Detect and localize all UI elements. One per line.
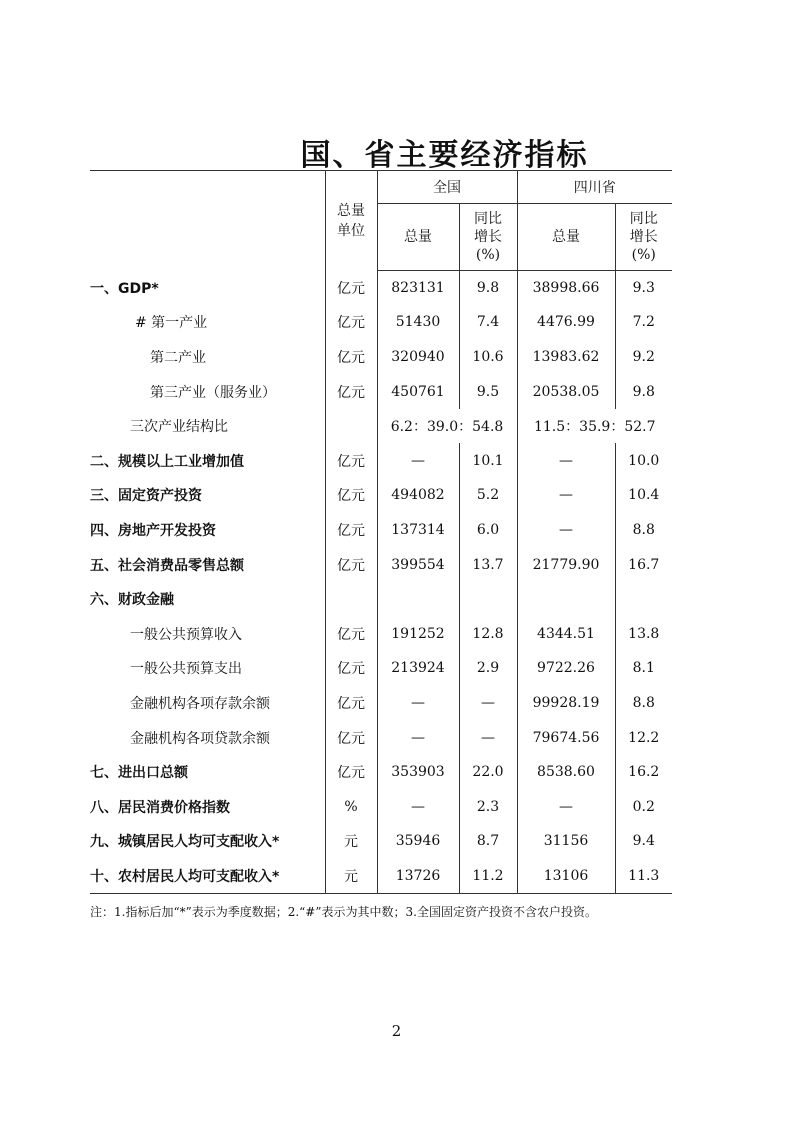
indicator-name: 一、GDP* xyxy=(90,280,159,297)
national-growth: 8.7 xyxy=(459,824,517,859)
sichuan-total: 21779.90 xyxy=(532,556,600,573)
sichuan-total: — xyxy=(559,487,573,504)
sichuan-growth: 8.8 xyxy=(615,686,672,721)
page-number: 2 xyxy=(391,1022,402,1040)
indicator-name: 金融机构各项存款余额 xyxy=(130,695,270,712)
unit-cell: 亿元 xyxy=(325,547,377,582)
national-growth: 5.2 xyxy=(459,478,517,513)
sichuan-total: 4476.99 xyxy=(537,314,595,331)
sichuan-growth: 8.1 xyxy=(615,651,672,686)
unit-cell: 亿元 xyxy=(325,720,377,755)
unit-cell: 亿元 xyxy=(325,374,377,409)
national-growth: — xyxy=(459,720,517,755)
unit-cell: 亿元 xyxy=(325,443,377,478)
national-total: 320940 xyxy=(391,348,445,365)
table-row xyxy=(90,651,672,686)
unit-cell xyxy=(325,409,377,444)
national-total: 35946 xyxy=(395,833,441,850)
table-row xyxy=(90,340,672,375)
table-row xyxy=(90,305,672,340)
unit-cell: % xyxy=(325,789,377,824)
table-row xyxy=(90,443,672,478)
sichuan-growth: 11.3 xyxy=(615,859,672,894)
sichuan-total: 99928.19 xyxy=(532,694,600,711)
unit-cell: 亿元 xyxy=(325,651,377,686)
national-total: — xyxy=(411,729,425,746)
indicator-name: 四、房地产开发投资 xyxy=(90,522,216,539)
national-total-header: 总量 xyxy=(377,204,459,271)
indicator-name: 九、城镇居民人均可支配收入* xyxy=(90,834,280,851)
sichuan-growth: 10.0 xyxy=(615,443,672,478)
unit-cell: 亿元 xyxy=(325,478,377,513)
sichuan-total: — xyxy=(559,521,573,538)
sichuan-total: 20538.05 xyxy=(532,383,600,400)
table-row xyxy=(90,720,672,755)
table-row xyxy=(90,789,672,824)
national-growth: 9.5 xyxy=(459,374,517,409)
unit-header xyxy=(325,171,377,271)
indicator-name: 六、财政金融 xyxy=(90,592,174,609)
national-total: 494082 xyxy=(391,487,445,504)
indicator-name: 十、农村居民人均可支配收入* xyxy=(90,859,325,894)
national-growth: 9.8 xyxy=(459,271,517,306)
unit-cell: 元 xyxy=(325,824,377,859)
sichuan-growth: 9.8 xyxy=(615,374,672,409)
national-growth: 22.0 xyxy=(459,755,517,790)
indicator-name: 七、进出口总额 xyxy=(90,765,188,782)
table-row xyxy=(90,374,672,409)
table-body xyxy=(90,271,672,894)
sichuan-total: 8538.60 xyxy=(537,764,595,781)
sichuan-total: 13106 xyxy=(517,859,615,894)
unit-cell: 亿元 xyxy=(325,686,377,721)
unit-cell xyxy=(325,582,377,617)
sichuan-total: 31156 xyxy=(543,833,589,850)
indicator-name: 三、固定资产投资 xyxy=(90,488,202,505)
national-total: — xyxy=(411,452,425,469)
page-title: 国、省主要经济指标 xyxy=(300,138,589,173)
indicator-name: # 第一产业 xyxy=(135,315,208,332)
national-total: 137314 xyxy=(391,521,445,538)
sichuan-growth-header: 同比 增长 (%) xyxy=(615,204,672,271)
sichuan-total: — xyxy=(559,798,573,815)
national-growth: 6.0 xyxy=(459,513,517,548)
unit-cell: 亿元 xyxy=(325,305,377,340)
national-total: 191252 xyxy=(391,625,445,642)
national-growth: 7.4 xyxy=(459,305,517,340)
table-row xyxy=(90,409,672,444)
sichuan-structure-ratio: 11.5：35.9：52.7 xyxy=(533,419,656,436)
national-total: 450761 xyxy=(391,383,445,400)
table-row xyxy=(90,271,672,306)
economic-indicators-table xyxy=(90,170,672,894)
national-growth: 10.6 xyxy=(459,340,517,375)
sichuan-growth: 16.2 xyxy=(615,755,672,790)
unit-cell: 亿元 xyxy=(325,513,377,548)
sichuan-growth: 10.4 xyxy=(615,478,672,513)
unit-cell: 亿元 xyxy=(325,755,377,790)
table-row xyxy=(90,582,672,617)
sichuan-total-header: 总量 xyxy=(517,204,615,271)
table-row xyxy=(90,755,672,790)
footnote: 注：1.指标后加“*”表示为季度数据；2.“#”表示为其中数；3.全国固定资产投资不含农户投资。 xyxy=(90,905,597,919)
unit-cell: 亿元 xyxy=(325,271,377,306)
sichuan-total: 9722.26 xyxy=(537,660,595,677)
indicator-name: 金融机构各项贷款余额 xyxy=(130,730,270,747)
indicator-name: 一般公共预算支出 xyxy=(130,661,242,678)
sichuan-growth: 7.2 xyxy=(615,305,672,340)
table-row xyxy=(90,686,672,721)
sichuan-total: 4344.51 xyxy=(537,625,595,642)
indicator-header xyxy=(90,171,325,271)
indicator-name: 五、社会消费品零售总额 xyxy=(90,557,244,574)
sichuan-growth: 0.2 xyxy=(615,789,672,824)
sichuan-group-header: 四川省 xyxy=(517,171,672,204)
national-total: 399554 xyxy=(391,556,445,573)
unit-cell: 亿元 xyxy=(325,340,377,375)
national-growth: 12.8 xyxy=(459,616,517,651)
national-total: 353903 xyxy=(391,764,445,781)
indicator-name: 第二产业 xyxy=(150,349,206,366)
table-row xyxy=(90,478,672,513)
sichuan-total: — xyxy=(559,452,573,469)
national-total: — xyxy=(411,694,425,711)
national-growth-header: 同比 增长 (%) xyxy=(459,204,517,271)
sichuan-growth: 8.8 xyxy=(615,513,672,548)
national-structure-ratio: 6.2：39.0：54.8 xyxy=(377,409,517,444)
table-row xyxy=(90,547,672,582)
sichuan-growth: 12.2 xyxy=(615,720,672,755)
national-total: 13726 xyxy=(377,859,459,894)
indicator-name: 第三产业（服务业） xyxy=(150,384,276,401)
unit-cell: 亿元 xyxy=(325,616,377,651)
national-growth: 2.9 xyxy=(459,651,517,686)
sichuan-total: 13983.62 xyxy=(532,348,600,365)
table-row xyxy=(90,513,672,548)
national-total: 823131 xyxy=(391,280,445,297)
sichuan-total xyxy=(517,582,615,617)
sichuan-growth: 16.7 xyxy=(615,547,672,582)
unit-cell: 元 xyxy=(325,859,377,894)
national-total: 51430 xyxy=(395,314,441,331)
indicator-name: 二、规模以上工业增加值 xyxy=(90,453,244,470)
table-row xyxy=(90,616,672,651)
sichuan-growth: 9.3 xyxy=(615,271,672,306)
national-group-header: 全国 xyxy=(377,171,517,204)
unit-header-label: 总量 单位 xyxy=(337,202,365,239)
national-growth: 10.1 xyxy=(459,443,517,478)
sichuan-growth: 9.2 xyxy=(615,340,672,375)
national-total: — xyxy=(411,798,425,815)
national-growth xyxy=(459,582,517,617)
sichuan-growth: 9.4 xyxy=(615,824,672,859)
sichuan-growth xyxy=(615,582,672,617)
sichuan-growth: 13.8 xyxy=(615,616,672,651)
national-growth: 2.3 xyxy=(459,789,517,824)
table-row xyxy=(90,859,672,894)
indicator-name: 八、居民消费价格指数 xyxy=(90,799,230,816)
sichuan-total: 38998.66 xyxy=(532,280,600,297)
national-total: 213924 xyxy=(391,660,445,677)
sichuan-total: 79674.56 xyxy=(532,729,600,746)
indicator-name: 一般公共预算收入 xyxy=(130,626,242,643)
indicator-name: 三次产业结构比 xyxy=(130,419,228,436)
national-growth: 11.2 xyxy=(459,859,517,894)
table-row xyxy=(90,824,672,859)
national-total xyxy=(377,582,459,617)
national-growth: 13.7 xyxy=(459,547,517,582)
national-growth: — xyxy=(459,686,517,721)
